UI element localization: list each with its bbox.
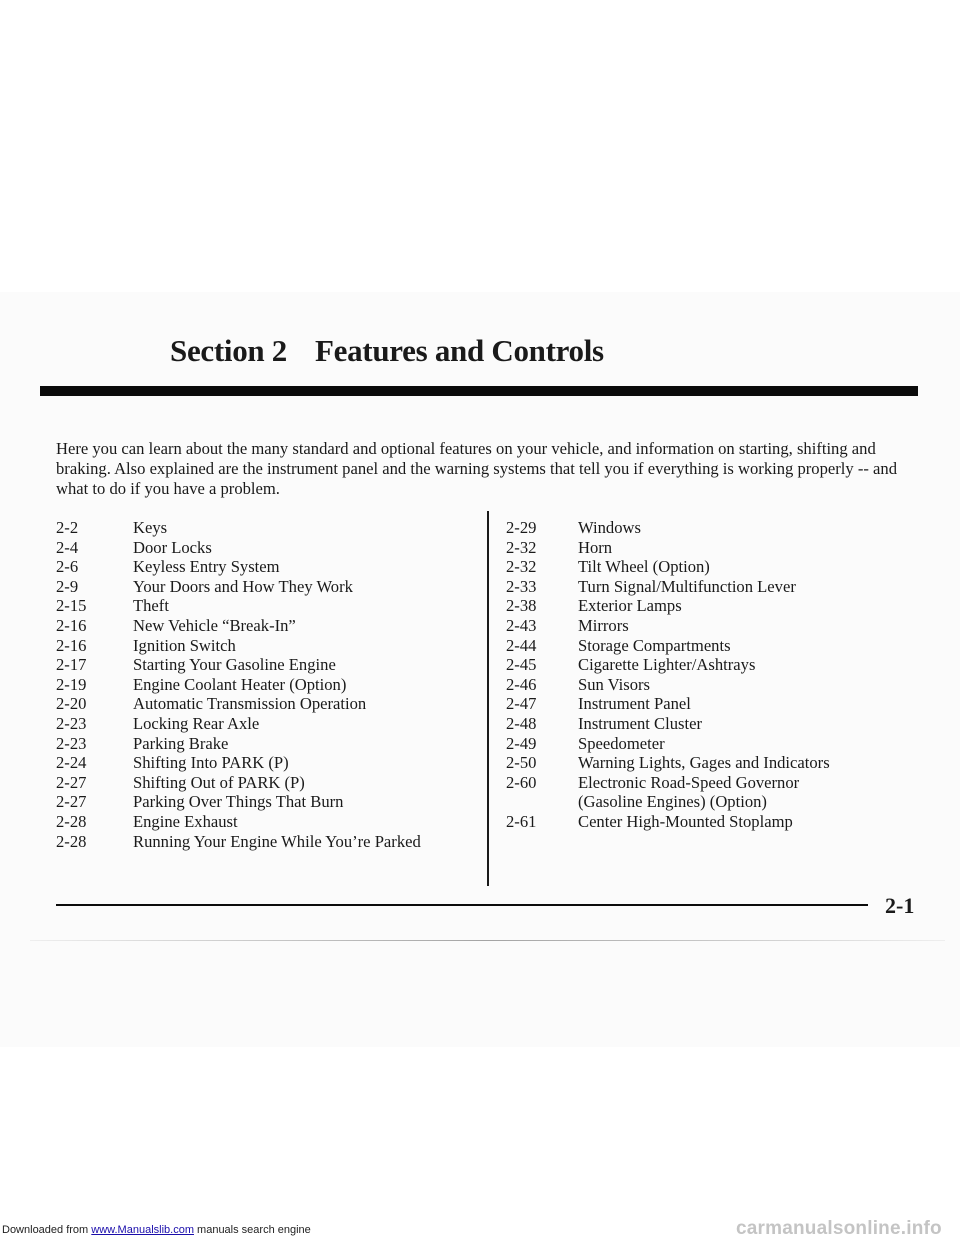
toc-page-number: 2-6 — [56, 557, 79, 577]
toc-page-number: 2-9 — [56, 576, 79, 596]
toc-entry — [506, 518, 926, 538]
toc-entry — [56, 832, 466, 852]
toc-entry — [506, 538, 926, 558]
toc-page-number — [506, 792, 578, 812]
toc-entry — [506, 636, 926, 656]
toc-topic: Keys — [133, 518, 168, 537]
download-prefix: Downloaded from — [2, 1224, 92, 1236]
toc-page-number: 2-43 — [506, 615, 537, 635]
section-label: Section 2 — [170, 333, 287, 368]
section-title: Features and Controls — [315, 333, 604, 368]
toc-page-number: 2-2 — [56, 518, 79, 537]
toc-entry — [56, 714, 466, 734]
toc-page-number: 2-24 — [56, 753, 87, 773]
toc-entry — [506, 812, 926, 832]
toc-topic: Exterior Lamps — [578, 596, 682, 616]
toc-entry — [56, 596, 466, 616]
toc-entry — [56, 557, 466, 577]
toc-entry — [506, 616, 926, 636]
toc-page-number: 2-29 — [506, 518, 537, 537]
toc-entry — [506, 714, 926, 734]
toc-topic: (Gasoline Engines) (Option) — [578, 792, 767, 812]
toc-page-number: 2-45 — [506, 655, 537, 675]
toc-page-number: 2-38 — [506, 596, 537, 616]
toc-topic: Storage Compartments — [578, 635, 731, 655]
toc-topic: Starting Your Gasoline Engine — [133, 655, 336, 675]
toc-page-number: 2-27 — [56, 772, 87, 792]
toc-page-number: 2-48 — [506, 713, 537, 733]
toc-topic: Shifting Out of PARK (P) — [133, 772, 305, 792]
toc-page-number: 2-23 — [56, 733, 87, 753]
toc-entry — [56, 773, 466, 793]
toc-topic: Ignition Switch — [133, 635, 236, 655]
toc-topic: Engine Exhaust — [133, 811, 238, 831]
toc-page-number: 2-46 — [506, 674, 537, 694]
toc-entry — [56, 812, 466, 832]
toc-entry — [506, 675, 926, 695]
footer-rule — [56, 904, 868, 906]
toc-page-number: 2-16 — [56, 635, 87, 655]
toc-topic: Your Doors and How They Work — [133, 576, 353, 596]
toc-entry — [506, 753, 926, 773]
toc-entry — [506, 596, 926, 616]
toc-entry — [56, 694, 466, 714]
toc-entry — [506, 792, 926, 812]
intro-paragraph: Here you can learn about the many standard and optional features on your vehicle, and information on starting, shifting and braking. Also explained are the instrument panel and the warning systems that tell you if everything is working properly -- and what to do if you have a problem. — [56, 439, 898, 498]
toc-page-number: 2-32 — [506, 537, 537, 557]
toc-topic: Electronic Road-Speed Governor — [578, 772, 800, 792]
toc-entry — [56, 538, 466, 558]
toc-page-number: 2-20 — [56, 694, 87, 714]
column-divider — [487, 511, 489, 886]
toc-entry — [56, 753, 466, 773]
toc-entry — [56, 636, 466, 656]
scan-edge-line — [30, 940, 945, 941]
toc-page-number: 2-23 — [56, 713, 87, 733]
toc-topic: Automatic Transmission Operation — [133, 694, 367, 714]
toc-entry — [506, 557, 926, 577]
toc-topic: New Vehicle “Break-In” — [133, 615, 296, 635]
toc-topic: Center High-Mounted Stoplamp — [578, 811, 793, 831]
toc-entry — [506, 773, 926, 793]
download-note — [2, 1224, 311, 1236]
title-rule — [40, 386, 918, 396]
toc-page-number: 2-15 — [56, 596, 87, 616]
toc-entry — [506, 655, 926, 675]
toc-page-number: 2-28 — [56, 831, 87, 851]
toc-left-column — [56, 518, 466, 851]
toc-entry — [56, 675, 466, 695]
toc-entry — [56, 616, 466, 636]
toc-topic: Locking Rear Axle — [133, 713, 260, 733]
toc-page-number: 2-44 — [506, 635, 537, 655]
toc-topic: Instrument Cluster — [578, 713, 702, 733]
toc-topic: Parking Over Things That Burn — [133, 792, 344, 812]
section-heading — [170, 333, 604, 369]
toc-topic: Sun Visors — [578, 674, 651, 694]
toc-page-number: 2-49 — [506, 733, 537, 753]
toc-page-number: 2-50 — [506, 753, 537, 773]
toc-topic: Door Locks — [133, 537, 212, 557]
toc-page-number: 2-16 — [56, 615, 87, 635]
toc-topic: Engine Coolant Heater (Option) — [133, 674, 347, 694]
toc-page-number: 2-4 — [56, 537, 79, 557]
toc-page-number: 2-61 — [506, 811, 537, 831]
toc-topic: Shifting Into PARK (P) — [133, 753, 289, 773]
page-number: 2-1 — [885, 893, 915, 918]
toc-entry — [506, 694, 926, 714]
toc-topic: Instrument Panel — [578, 694, 691, 714]
toc-page-number: 2-28 — [56, 811, 87, 831]
toc-topic: Tilt Wheel (Option) — [578, 557, 710, 577]
toc-page-number: 2-47 — [506, 694, 537, 714]
toc-entry — [506, 734, 926, 754]
toc-topic: Windows — [578, 518, 641, 537]
toc-topic: Warning Lights, Gages and Indicators — [578, 753, 830, 773]
toc-entry — [56, 792, 466, 812]
toc-entry — [56, 518, 466, 538]
toc-topic: Running Your Engine While You’re Parked — [133, 831, 421, 851]
toc-entry — [56, 577, 466, 597]
manualslib-link[interactable]: www.Manualslib.com — [91, 1224, 194, 1236]
toc-page-number: 2-17 — [56, 655, 87, 675]
toc-topic: Horn — [578, 537, 613, 557]
toc-entry — [506, 577, 926, 597]
toc-page-number: 2-32 — [506, 557, 537, 577]
toc-topic: Mirrors — [578, 615, 629, 635]
toc-entry — [56, 655, 466, 675]
watermark: carmanualsonline.info — [736, 1218, 942, 1239]
toc-topic: Parking Brake — [133, 733, 229, 753]
download-suffix: manuals search engine — [193, 1224, 311, 1236]
toc-page-number: 2-60 — [506, 772, 537, 792]
toc-entry — [56, 734, 466, 754]
toc-topic: Cigarette Lighter/Ashtrays — [578, 655, 756, 675]
toc-topic: Turn Signal/Multifunction Lever — [578, 576, 796, 596]
toc-topic: Theft — [133, 596, 169, 616]
toc-page-number: 2-19 — [56, 674, 87, 694]
toc-page-number: 2-27 — [56, 792, 87, 812]
toc-topic: Keyless Entry System — [133, 557, 280, 577]
toc-topic: Speedometer — [578, 733, 665, 753]
toc-right-column — [506, 518, 926, 832]
toc-page-number: 2-33 — [506, 576, 537, 596]
